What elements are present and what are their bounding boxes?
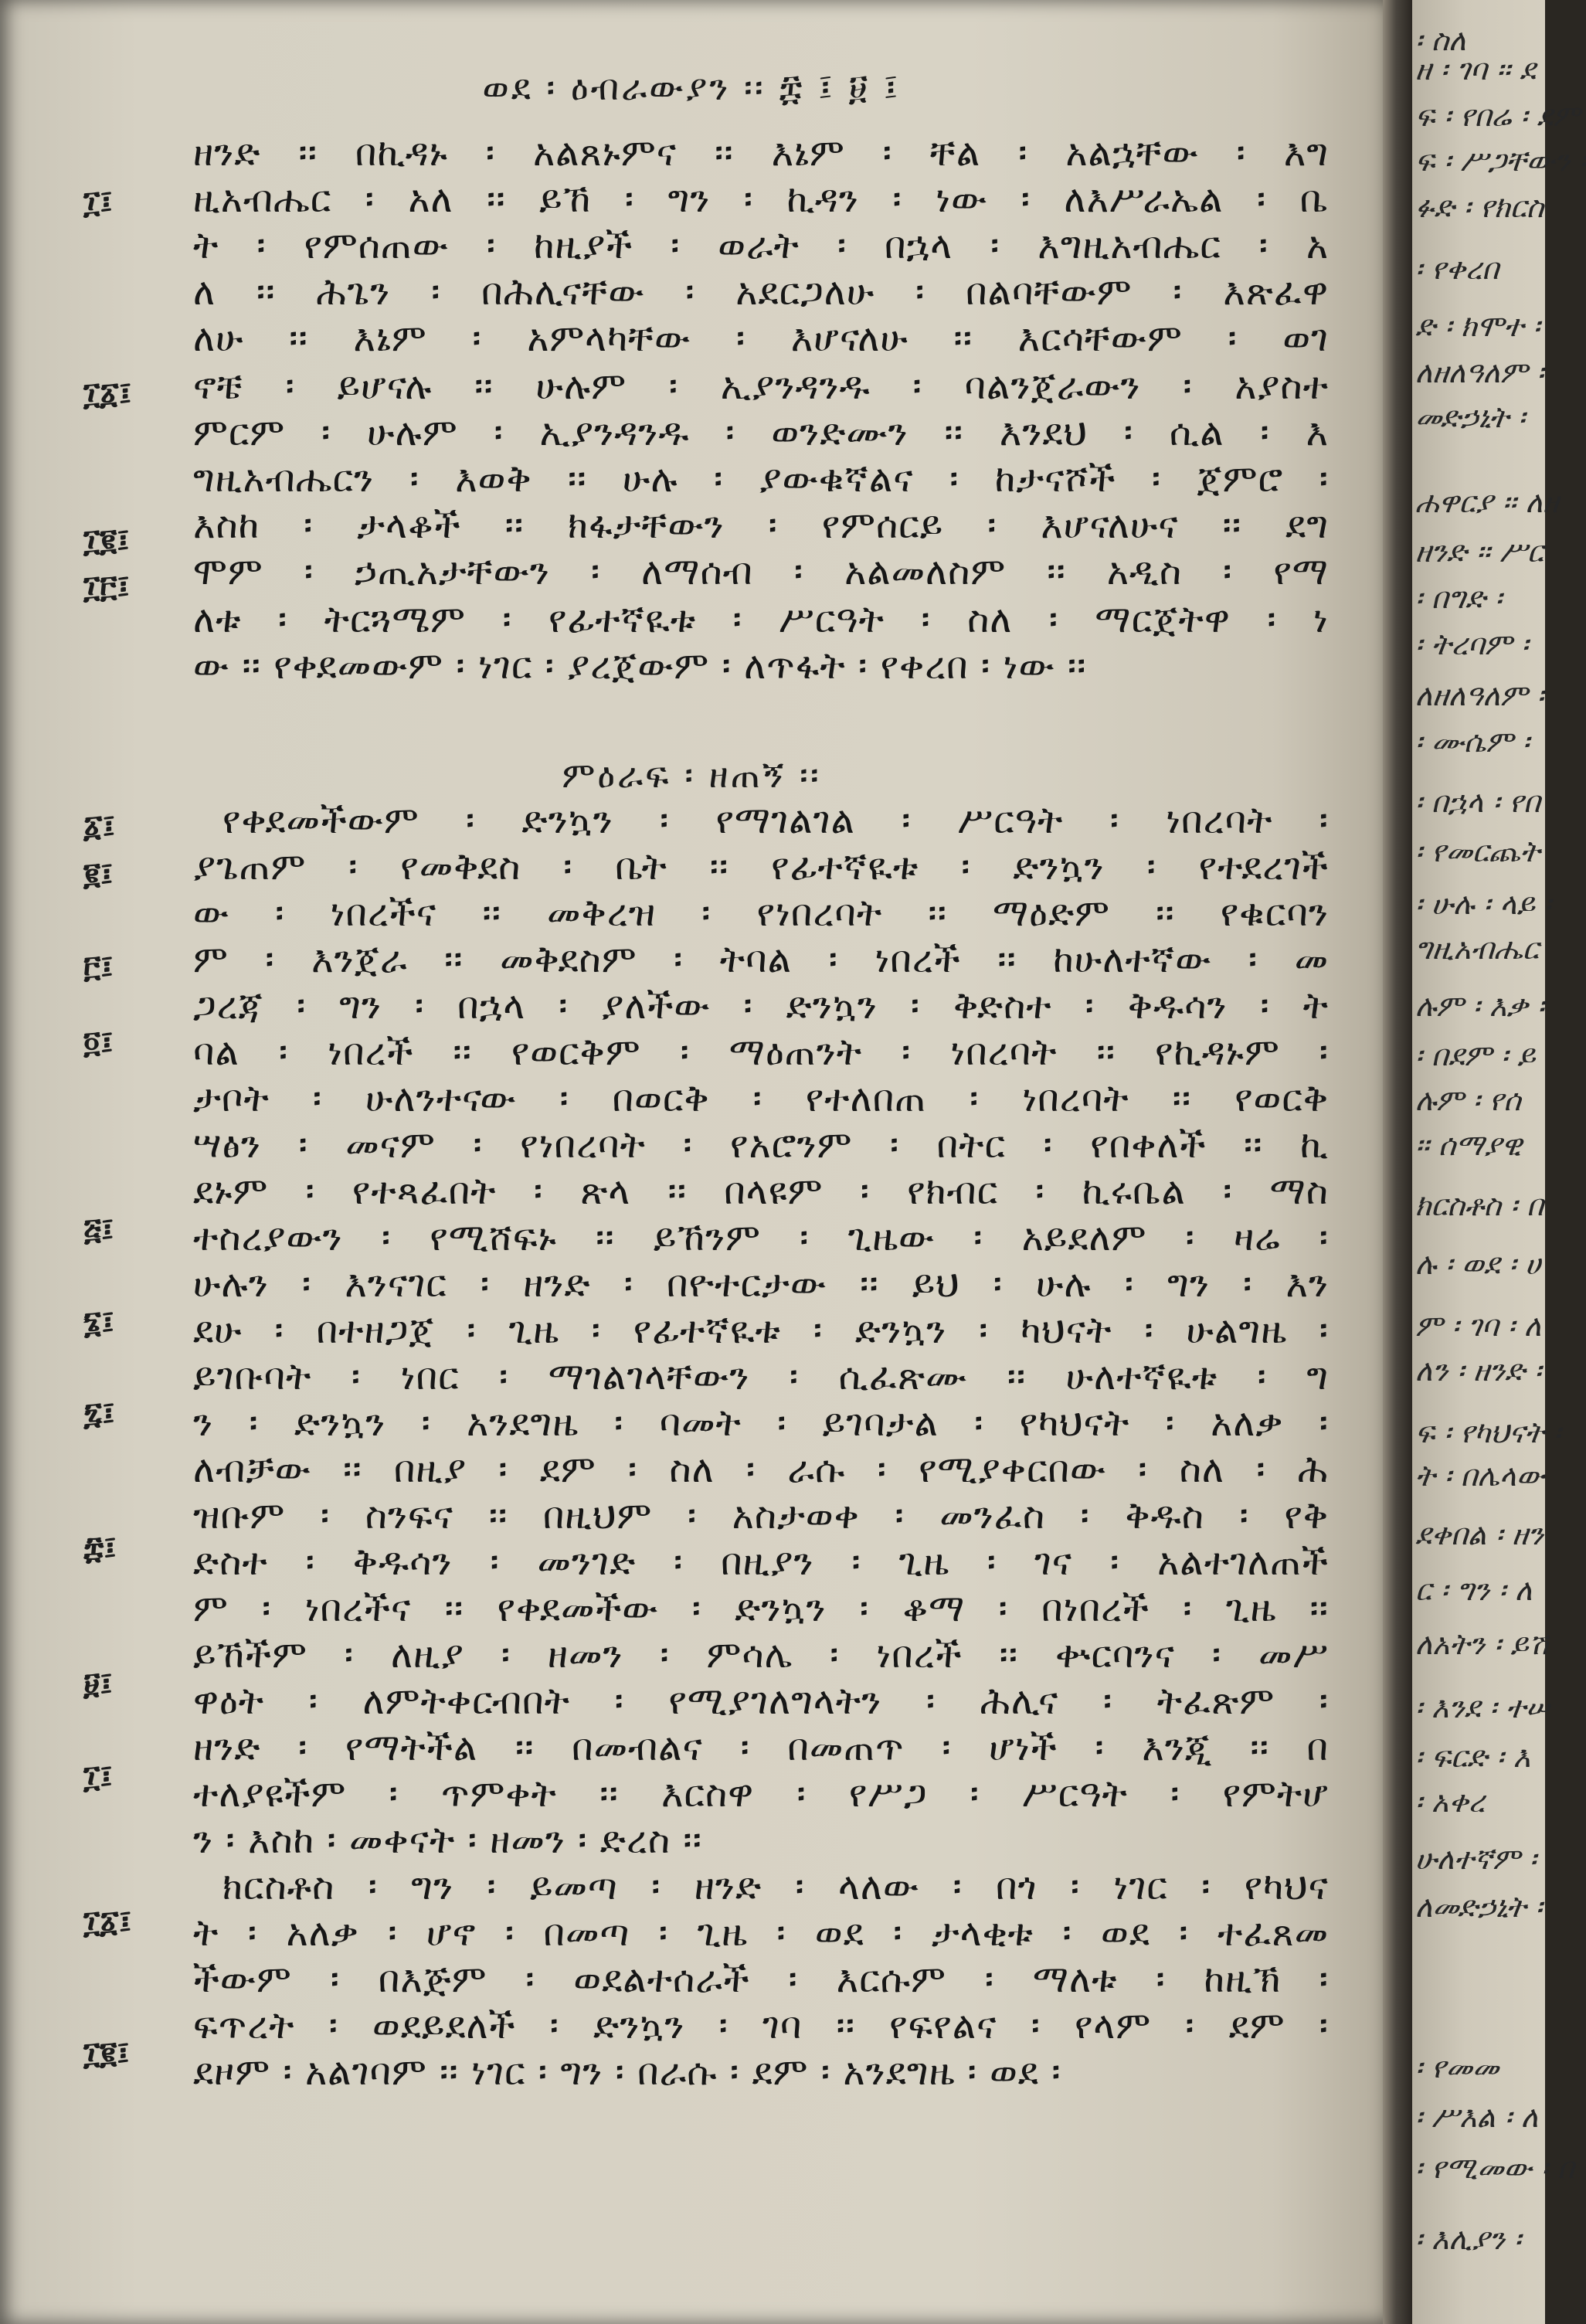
- text-line: ሁሉን ፡ እንናገር ፡ ዘንድ ፡ በዮተርታው ፡፡ ይህ ፡ ሁሉ ፡ ግን ፡ እን: [193, 1262, 1329, 1306]
- facing-page-text-fragment: ሁለተኛም ፡: [1415, 1842, 1537, 1876]
- text-line: ዋዕት ፡ ለምትቀርብበት ፡ የሚያገለግላትን ፡ ሕሊና ፡ ትፈጽም ፡: [193, 1680, 1329, 1723]
- text-line: ን ፡ እስከ ፡ መቀናት ፡ ዘመን ፡ ድረስ ፡፡: [193, 1819, 702, 1862]
- text-line: ይኸችም ፡ ለዚያ ፡ ዘመን ፡ ምሳሌ ፡ ነበረች ፡፡ ቍርባንና ፡ መሥ: [193, 1633, 1329, 1677]
- text-line: ግዚአብሔርን ፡ እወቅ ፡፡ ሁሉ ፡ ያውቁኛልና ፡ ከታናሾች ፡ ጀምሮ ፡: [193, 457, 1329, 501]
- facing-page-text-fragment: ለዘለዓለም ፡: [1415, 678, 1544, 712]
- verse-number: ፲፪፤: [83, 2035, 130, 2071]
- facing-page-text-fragment: ት ፡ በሌላው: [1415, 1459, 1545, 1493]
- verse-number: ፲፩፤: [83, 375, 132, 412]
- facing-page-text-fragment: ደቀበል ፡ ዘን: [1415, 1517, 1544, 1551]
- verse-number: ፮፤: [83, 1304, 114, 1340]
- text-line: ኖቼ ፡ ይሆናሉ ፡፡ ሁሉም ፡ ኢያንዳንዱ ፡ ባልንጀራውን ፡ አያስተ: [193, 365, 1329, 408]
- facing-page-text-fragment: ፡ በግድ ፡: [1415, 581, 1503, 615]
- verse-number: ፲፫፤: [83, 569, 130, 605]
- text-line: ጋረጃ ፡ ግን ፡ በኋላ ፡ ያለችው ፡ ድንኳን ፡ ቅድስተ ፡ ቅዱሳን ፡ ት: [193, 984, 1329, 1028]
- text-line: ው ፡፡ የቀደመውም ፡ ነገር ፡ ያረጀውም ፡ ለጥፋት ፡ የቀረበ ፡ ነው ፡፡: [193, 644, 1087, 688]
- facing-page-text-fragment: ፡፡ ሰማያዊ: [1415, 1128, 1523, 1162]
- facing-page-text-fragment: ፉድ ፡ የክርስ: [1415, 190, 1544, 224]
- facing-page-text-fragment: ፡ ፍርድ ፡ እ: [1415, 1740, 1531, 1774]
- facing-page-text-fragment: ር ፡ ግን ፡ ለ: [1415, 1573, 1533, 1607]
- text-line: ን ፡ ድንኳን ፡ አንደግዜ ፡ ባመት ፡ ይገባታል ፡ የካህናት ፡ አለቃ ፡: [193, 1402, 1329, 1445]
- text-line: ሣፅን ፡ መናም ፡ የነበረባት ፡ የአሮንም ፡ በትር ፡ የበቀለች ፡፡ ኪ: [193, 1123, 1329, 1167]
- facing-page-text-fragment: ፡ የመርጨት: [1415, 834, 1540, 868]
- text-line: ዘንድ ፡፡ በኪዳኑ ፡ አልጸኑምና ፡፡ እኔም ፡ ቸል ፡ አልኋቸው ፡ እግ: [193, 131, 1329, 175]
- text-line: ባል ፡ ነበረች ፡፡ የወርቅም ፡ ማዕጠንት ፡ ነበረባት ፡፡ የኪዳኑም ፡: [193, 1031, 1329, 1074]
- facing-page-text-fragment: ፍ ፡ የካህናት ፡: [1415, 1415, 1561, 1449]
- text-line: ታቦት ፡ ሁለንተናው ፡ በወርቅ ፡ የተለበጠ ፡ ነበረባት ፡፡ የወርቅ: [193, 1077, 1329, 1120]
- facing-page-text-fragment: ለን ፡ ዘንድ ፡: [1415, 1354, 1542, 1388]
- facing-page-text-fragment: መድኃኒት ፡: [1415, 400, 1526, 434]
- facing-page-text-fragment: ክርስቶስ ፡ በ: [1415, 1188, 1544, 1222]
- facing-page-text-fragment: ሐዋርያ ፡፡ ለዘ: [1415, 485, 1559, 519]
- facing-page-text-fragment: ለአትን ፡ ይሽ: [1415, 1627, 1549, 1661]
- verse-number: ፫፤: [83, 949, 114, 985]
- facing-page-text-fragment: ፡ ስለ: [1415, 23, 1466, 57]
- verse-number: ፱፤: [83, 1666, 113, 1702]
- facing-page-text-fragment: ፡ እንደ ፡ ተሠ: [1415, 1690, 1550, 1724]
- facing-page-text-fragment: ፡ እሊያን ፡: [1415, 2222, 1521, 2256]
- verse-number: ፯፤: [83, 1395, 115, 1432]
- text-line: ያጌጠም ፡ የመቅደስ ፡ ቤት ፡፡ የፊተኛዪቱ ፡ ድንኳን ፡ የተደረገች: [193, 845, 1329, 888]
- verse-number: ፭፤: [83, 1211, 114, 1248]
- verse-number: ፰፤: [83, 1530, 117, 1566]
- verse-number: ፲፩፤: [83, 1904, 132, 1940]
- text-line: ችውም ፡ በእጅም ፡ ወደልተሰራች ፡ እርሱም ፡ ማለቱ ፡ ከዚኽ ፡: [193, 1958, 1329, 2001]
- book-gutter: [1383, 0, 1412, 2324]
- facing-page-text-fragment: ግዚአብሔር: [1415, 932, 1539, 966]
- text-line: ይገቡባት ፡ ነበር ፡ ማገልገላቸውን ፡ ሲፈጽሙ ፡፡ ሁለተኛዪቱ ፡ ግ: [193, 1355, 1329, 1398]
- facing-page-text-fragment: ም ፡ ገባ ፡ ለ: [1415, 1309, 1542, 1343]
- text-line: ክርስቶስ ፡ ግን ፡ ይመጣ ፡ ዘንድ ፡ ላለው ፡ በጎ ፡ ነገር ፡ የካህና: [222, 1865, 1329, 1908]
- text-line: ለብቻው ፡፡ በዚያ ፡ ደም ፡ ስለ ፡ ራሱ ፡ የሚያቀርበው ፡ ስለ ፡ ሕ: [193, 1448, 1329, 1491]
- text-line: ት ፡ አለቃ ፡ ሆኖ ፡ በመጣ ፡ ጊዜ ፡ ወደ ፡ ታላቂቱ ፡ ወደ ፡ ተፈጸመ: [193, 1911, 1329, 1955]
- text-line: ምርም ፡ ሁሉም ፡ ኢያንዳንዱ ፡ ወንድሙን ፡፡ እንደህ ፡ ሲል ፡ እ: [193, 411, 1329, 454]
- facing-page-text-fragment: ፡ በደም ፡ ይ: [1415, 1038, 1536, 1072]
- text-line: ዝቡም ፡ ስንፍና ፡፡ በዚህም ፡ አስታወቀ ፡ መንፈስ ፡ ቅዱስ ፡ የቅ: [193, 1494, 1329, 1537]
- verse-number: ፬፤: [83, 1024, 114, 1061]
- text-line: የቀደመችውም ፡ ድንኳን ፡ የማገልገል ፡ ሥርዓት ፡ ነበረባት ፡: [222, 799, 1329, 842]
- text-line: ው ፡ ነበረችና ፡፡ መቅረዝ ፡ የነበረባት ፡፡ ማዕድም ፡፡ የቁርባን: [193, 892, 1329, 935]
- facing-page-text-fragment: ፡ ሙሴም ፡: [1415, 725, 1530, 759]
- facing-page-text-fragment: ድ ፡ ክሞተ ፡: [1415, 309, 1540, 343]
- facing-page-text-fragment: ዘንድ ፡፡ ሥር: [1415, 535, 1544, 569]
- verse-number: ፲፤: [83, 1758, 113, 1795]
- text-line: ዘንድ ፡ የማትችል ፡፡ በመብልና ፡ በመጠጥ ፡ ሆነች ፡ እንጂ ፡፡ በ: [193, 1726, 1329, 1769]
- verse-number: ፲፤: [83, 184, 113, 220]
- text-line: ደሁ ፡ በተዘጋጀ ፡ ጊዜ ፡ የፊተኛዪቱ ፡ ድንኳን ፡ ካህናት ፡ ሁልግዜ ፡: [193, 1309, 1329, 1352]
- facing-page-text-fragment: ሉም ፡ የሰ: [1415, 1083, 1521, 1117]
- facing-page-text-fragment: ፡ የሚመው ፡ በ: [1415, 2151, 1574, 2185]
- verse-number: ፩፤: [83, 808, 116, 844]
- text-line: ሞም ፡ ኃጢአታቸውን ፡ ለማሰብ ፡ አልመለስም ፡፡ አዲስ ፡ የማ: [193, 550, 1329, 593]
- facing-page-text-fragment: ፍ ፡ የበሬ ፡ ደም: [1415, 99, 1581, 133]
- facing-page-text-fragment: ለመድኃኒት ፡: [1415, 1890, 1543, 1924]
- text-line: ዚአብሔር ፡ አለ ፡፡ ይኸ ፡ ግን ፡ ኪዳን ፡ ነው ፡ ለእሥራኤል ፡ ቤ: [193, 178, 1329, 221]
- text-line: ም ፡ እንጀራ ፡፡ መቅደስም ፡ ትባል ፡ ነበረች ፡፡ ከሁለተኛው ፡ መ: [193, 938, 1329, 981]
- verse-number: ፲፪፤: [83, 522, 130, 559]
- text-line: ደዞም ፡ አልገባም ፡፡ ነገር ፡ ግን ፡ በራሱ ፡ ደም ፡ አንደግዜ ፡ ወደ ፡: [193, 2050, 1061, 2094]
- text-line: ም ፡ ነበረችና ፡፡ የቀደመችው ፡ ድንኳን ፡ ቆማ ፡ በነበረች ፡ ጊዜ ፡፡: [193, 1587, 1329, 1630]
- running-header: ወደ ፡ ዕብራውያን ፡፡ ፰ ፤ ፱ ፤: [482, 66, 901, 108]
- text-line: ለ ፡፡ ሕጌን ፡ በሕሊናቸው ፡ አደርጋለሁ ፡ በልባቸውም ፡ እጽፈዋ: [193, 270, 1329, 314]
- facing-page-text-fragment: ፡ ትረባም ፡: [1415, 627, 1529, 661]
- facing-page-text-fragment: ፡ ሥእል ፡ ለ: [1415, 2100, 1539, 2134]
- facing-page-text-fragment: ፡ አቀረ: [1415, 1785, 1486, 1819]
- text-line: ተስረያውን ፡ የሚሸፍኑ ፡፡ ይኸንም ፡ ጊዜው ፡ አይደለም ፡ ዛሬ ፡: [193, 1216, 1329, 1259]
- facing-page-text-fragment: ዘ ፡ ገባ ፡፡ ደ: [1415, 53, 1536, 87]
- text-line: ድስተ ፡ ቅዱሳን ፡ መንገድ ፡ በዚያን ፡ ጊዜ ፡ ገና ፡ አልተገለጠች: [193, 1541, 1329, 1584]
- text-line: እስከ ፡ ታላቆች ፡፡ ክፋታቸውን ፡ የምሰርይ ፡ እሆናለሁና ፡፡ ደግ: [193, 504, 1329, 547]
- text-line: ለቱ ፡ ትርጓሜም ፡ የፊተኛዪቱ ፡ ሥርዓት ፡ ስለ ፡ ማርጀትዋ ፡ ነ: [193, 598, 1329, 641]
- facing-page-text-fragment: ፡ ሁሉ ፡ ላይ ፡: [1415, 887, 1551, 921]
- text-line: ደኑም ፡ የተጻፈበት ፡ ጽላ ፡፡ በላዩም ፡ የክብር ፡ ኪሩቤል ፡ ማስ: [193, 1170, 1329, 1213]
- facing-page-text-fragment: ፡ የመመ: [1415, 2050, 1499, 2084]
- chapter-title: ምዕራፍ ፡ ዘጠኝ ፡፡: [562, 754, 821, 796]
- facing-page-text-fragment: ሉ ፡ ወደ ፡ ሀ: [1415, 1247, 1541, 1281]
- text-line: ፍጥረት ፡ ወደይደለች ፡ ድንኳን ፡ ገባ ፡፡ የፍየልና ፡ የላም ፡ ደም ፡: [193, 2004, 1329, 2047]
- facing-page-text-fragment: ፍ ፡ ሥጋቸውን ፡: [1415, 144, 1586, 178]
- facing-page-text-fragment: ፡ በኋላ ፡ የበ: [1415, 785, 1540, 819]
- facing-page-text-fragment: ፡ የቀረበ: [1415, 252, 1499, 286]
- facing-page-edge: [1412, 0, 1586, 2324]
- facing-page-text-fragment: ለዘለዓለም ፡: [1415, 355, 1544, 389]
- verse-number: ፪፤: [83, 856, 114, 892]
- text-line: ተለያዩችም ፡ ጥምቀት ፡፡ እርስዋ ፡ የሥጋ ፡ ሥርዓት ፡ የምትሆ: [193, 1772, 1329, 1816]
- facing-page-text-fragment: ሉም ፡ እቃ ፡: [1415, 989, 1545, 1023]
- text-line: ት ፡ የምሰጠው ፡ ከዚያች ፡ ወራት ፡ በኋላ ፡ እግዚአብሔር ፡ አ: [193, 224, 1329, 267]
- text-line: ለሁ ፡፡ እኔም ፡ አምላካቸው ፡ እሆናለሁ ፡፡ እርሳቸውም ፡ ወገ: [193, 317, 1329, 360]
